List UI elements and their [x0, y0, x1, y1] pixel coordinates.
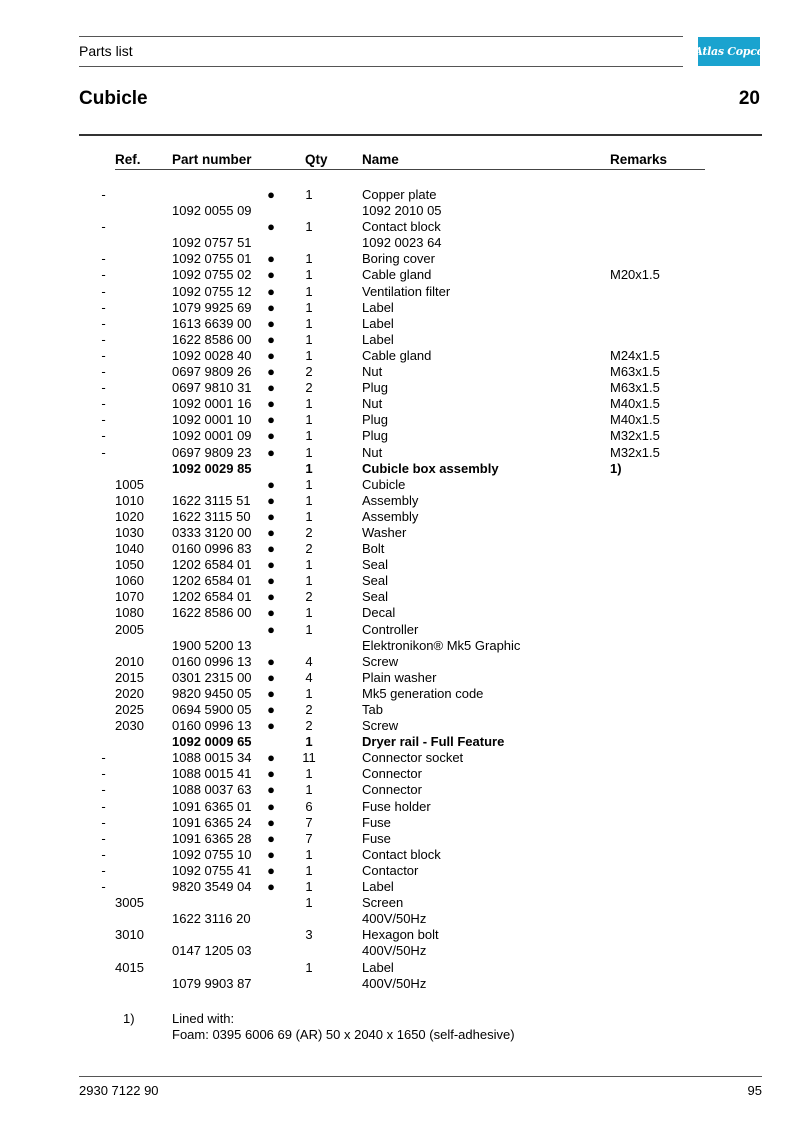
qty-cell: 1	[305, 219, 313, 235]
ref-cell: -	[101, 396, 106, 412]
part-number-cell: 1092 0755 10	[172, 846, 252, 862]
name-cell: Hexagon bolt	[362, 927, 439, 943]
name-cell: Contact block	[362, 846, 441, 862]
name-cell: Seal	[362, 589, 389, 605]
ref-cell: -	[101, 331, 106, 347]
qty-cell: 1	[305, 396, 313, 412]
name-cell: Nut	[362, 444, 383, 460]
qty-cell: 1	[305, 460, 313, 476]
ref-cell: -	[101, 862, 106, 878]
bullet-icon: ●	[267, 557, 275, 573]
table-row	[0, 412, 800, 428]
ref-cell: 2005	[115, 621, 144, 637]
name-cell: Label	[362, 879, 394, 895]
name-cell: Connector socket	[362, 750, 464, 766]
table-row	[0, 187, 800, 203]
bullet-icon: ●	[267, 750, 275, 766]
qty-cell: 11	[302, 750, 316, 766]
qty-cell: 1	[305, 782, 313, 798]
ref-cell: 1080	[115, 605, 144, 621]
qty-cell: 6	[305, 798, 313, 814]
section-number: 20	[738, 88, 760, 109]
table-row	[0, 541, 800, 557]
qty-cell: 2	[305, 702, 313, 717]
part-number-cell: 1092 0755 41	[172, 862, 252, 878]
name-cell: Cable gland	[362, 267, 432, 283]
qty-cell: 2	[305, 589, 313, 605]
name-cell: Copper plate	[362, 187, 437, 202]
part-number-cell: 0160 0996 13	[172, 653, 252, 669]
name-cell: Cubicle box assembly	[362, 460, 499, 476]
name-cell: Label	[362, 315, 394, 331]
ref-cell: 1070	[115, 589, 144, 605]
header-rule-bottom	[79, 66, 683, 67]
ref-cell: 1005	[115, 476, 144, 492]
table-row	[0, 976, 800, 992]
table-row	[0, 847, 800, 863]
bullet-icon: ●	[267, 444, 275, 460]
table-row	[0, 960, 800, 976]
ref-cell: -	[101, 299, 106, 315]
ref-cell: -	[101, 830, 106, 846]
table-row	[0, 879, 800, 895]
name-cell: Cable gland	[362, 347, 432, 363]
bullet-icon: ●	[267, 782, 275, 798]
ref-cell: -	[101, 380, 106, 396]
table-row	[0, 589, 800, 605]
qty-cell: 1	[305, 862, 313, 878]
table-row	[0, 428, 800, 444]
remarks-cell: M63x1.5	[610, 364, 660, 380]
part-number-cell: 0160 0996 13	[172, 718, 252, 734]
ref-cell: -	[101, 219, 106, 235]
name-cell: Decal	[362, 605, 396, 621]
table-row	[0, 461, 800, 477]
table-row	[0, 831, 800, 847]
ref-cell: 2020	[115, 685, 144, 701]
column-header-part-number: Part number	[172, 152, 252, 167]
footer-doc-number: 2930 7122 90	[79, 1083, 159, 1098]
table-row	[0, 477, 800, 493]
table-row	[0, 718, 800, 734]
page-title: Cubicle	[79, 88, 148, 109]
ref-cell: -	[101, 315, 106, 331]
part-number-cell: 0697 9809 26	[172, 364, 252, 380]
table-row	[0, 638, 800, 654]
qty-cell: 1	[305, 959, 313, 975]
part-number-cell: 1091 6365 24	[172, 814, 252, 830]
qty-cell: 2	[305, 380, 313, 396]
name-cell: 400V/50Hz	[362, 911, 427, 927]
bullet-icon: ●	[267, 315, 275, 331]
bullet-icon: ●	[267, 380, 275, 396]
table-row	[0, 251, 800, 267]
name-cell: Cubicle	[362, 476, 406, 492]
ref-cell: 1050	[115, 557, 144, 573]
parts-table	[0, 187, 800, 992]
name-cell: 400V/50Hz	[362, 975, 427, 991]
bullet-icon: ●	[267, 492, 275, 508]
name-cell: Connector	[362, 766, 422, 782]
name-cell: Assembly	[362, 508, 419, 524]
bullet-icon: ●	[267, 283, 275, 299]
ref-cell: 2030	[115, 718, 144, 734]
qty-cell: 1	[305, 251, 313, 267]
ref-cell: 1020	[115, 508, 144, 524]
part-number-cell: 1092 0001 16	[172, 396, 252, 412]
part-number-cell: 1088 0037 63	[172, 782, 252, 798]
part-number-cell: 1092 0757 51	[172, 235, 252, 251]
bullet-icon: ●	[267, 862, 275, 878]
table-row	[0, 943, 800, 959]
remarks-cell: M63x1.5	[610, 380, 660, 396]
table-row	[0, 493, 800, 509]
part-number-cell: 0147 1205 03	[172, 943, 252, 959]
table-row	[0, 686, 800, 702]
table-row	[0, 380, 800, 396]
qty-cell: 1	[305, 508, 313, 524]
qty-cell: 1	[305, 605, 313, 621]
bullet-icon: ●	[267, 331, 275, 347]
table-row	[0, 911, 800, 927]
bullet-icon: ●	[267, 541, 275, 557]
qty-cell: 1	[305, 428, 313, 444]
qty-cell: 7	[305, 830, 313, 846]
qty-cell: 2	[305, 524, 313, 540]
footer-page-number: 95	[747, 1083, 762, 1098]
bullet-icon: ●	[267, 299, 275, 315]
part-number-cell: 1202 6584 01	[172, 557, 252, 573]
name-cell: Boring cover	[362, 251, 435, 267]
qty-cell: 1	[305, 267, 313, 283]
name-cell: Label	[362, 331, 394, 347]
ref-cell: 3010	[115, 927, 144, 943]
name-cell: Plug	[362, 412, 389, 428]
table-row	[0, 300, 800, 316]
table-row	[0, 782, 800, 798]
table-row	[0, 863, 800, 879]
table-row	[0, 332, 800, 348]
part-number-cell: 0697 9809 23	[172, 444, 252, 460]
remarks-cell: M24x1.5	[610, 347, 660, 363]
ref-cell: -	[101, 766, 106, 782]
ref-cell: -	[101, 428, 106, 444]
bullet-icon: ●	[267, 669, 275, 685]
footnote-marker: 1)	[123, 1011, 135, 1026]
ref-cell: -	[101, 187, 106, 202]
bullet-icon: ●	[267, 685, 275, 701]
bullet-icon: ●	[267, 396, 275, 412]
table-row	[0, 799, 800, 815]
ref-cell: -	[101, 267, 106, 283]
header-rule-top	[79, 36, 683, 37]
qty-cell: 7	[305, 814, 313, 830]
part-number-cell: 0301 2315 00	[172, 669, 252, 685]
bullet-icon: ●	[267, 476, 275, 492]
table-row	[0, 815, 800, 831]
part-number-cell: 0694 5900 05	[172, 702, 252, 717]
ref-cell: 1030	[115, 524, 144, 540]
name-cell: Label	[362, 299, 394, 315]
qty-cell: 1	[305, 283, 313, 299]
part-number-cell: 1900 5200 13	[172, 637, 252, 653]
name-cell: Nut	[362, 364, 383, 380]
ref-cell: -	[101, 782, 106, 798]
table-row	[0, 927, 800, 943]
qty-cell: 1	[305, 331, 313, 347]
table-row	[0, 525, 800, 541]
table-row	[0, 573, 800, 589]
name-cell: Washer	[362, 524, 407, 540]
bullet-icon: ●	[267, 830, 275, 846]
name-cell: Plug	[362, 380, 389, 396]
bullet-icon: ●	[267, 251, 275, 267]
name-cell: Plug	[362, 428, 389, 444]
table-row	[0, 203, 800, 219]
bullet-icon: ●	[267, 412, 275, 428]
part-number-cell: 1092 0028 40	[172, 347, 252, 363]
table-row	[0, 605, 800, 621]
ref-cell: 2015	[115, 669, 144, 685]
qty-cell: 1	[305, 766, 313, 782]
table-row	[0, 267, 800, 283]
table-row	[0, 445, 800, 461]
part-number-cell: 0160 0996 83	[172, 541, 252, 557]
ref-cell: -	[101, 798, 106, 814]
part-number-cell: 1092 0029 85	[172, 460, 252, 476]
ref-cell: 2010	[115, 653, 144, 669]
part-number-cell: 1091 6365 28	[172, 830, 252, 846]
column-header-rule	[115, 169, 705, 170]
name-cell: Screw	[362, 653, 399, 669]
name-cell: Tab	[362, 702, 383, 717]
bullet-icon: ●	[267, 846, 275, 862]
table-row	[0, 316, 800, 332]
bullet-icon: ●	[267, 267, 275, 283]
part-number-cell: 1622 3116 20	[172, 911, 251, 927]
table-row	[0, 750, 800, 766]
remarks-cell: M20x1.5	[610, 267, 660, 283]
name-cell: Fuse	[362, 814, 391, 830]
ref-cell: 2025	[115, 702, 144, 717]
part-number-cell: 1613 6639 00	[172, 315, 252, 331]
qty-cell: 1	[305, 347, 313, 363]
name-cell: Ventilation filter	[362, 283, 451, 299]
name-cell: Label	[362, 959, 394, 975]
bullet-icon: ●	[267, 219, 275, 235]
name-cell: Controller	[362, 621, 419, 637]
name-cell: 1092 0023 64	[362, 235, 442, 251]
bullet-icon: ●	[267, 718, 275, 734]
name-cell: Screen	[362, 895, 404, 911]
part-number-cell: 0697 9810 31	[172, 380, 252, 396]
remarks-cell: M40x1.5	[610, 396, 660, 412]
qty-cell: 1	[305, 299, 313, 315]
bullet-icon: ●	[267, 524, 275, 540]
part-number-cell: 1092 0001 10	[172, 412, 252, 428]
bullet-icon: ●	[267, 347, 275, 363]
name-cell: Seal	[362, 557, 389, 573]
ref-cell: 1010	[115, 492, 144, 508]
qty-cell: 1	[305, 187, 313, 202]
name-cell: Dryer rail - Full Feature	[362, 734, 505, 750]
table-row	[0, 766, 800, 782]
table-row	[0, 654, 800, 670]
qty-cell: 1	[305, 895, 313, 911]
brand-logo-text: Atlas Copco	[694, 45, 764, 58]
remarks-cell: M32x1.5	[610, 444, 660, 460]
bullet-icon: ●	[267, 702, 275, 717]
ref-cell: 1060	[115, 573, 144, 589]
footer-rule	[79, 1076, 762, 1077]
ref-cell: 3005	[115, 895, 144, 911]
qty-cell: 1	[305, 879, 313, 895]
part-number-cell: 9820 3549 04	[172, 879, 252, 895]
brand-logo	[694, 37, 764, 66]
table-row	[0, 235, 800, 251]
remarks-cell: M40x1.5	[610, 412, 660, 428]
ref-cell: -	[101, 283, 106, 299]
header-label: Parts list	[79, 43, 133, 59]
qty-cell: 4	[305, 653, 313, 669]
qty-cell: 1	[305, 685, 313, 701]
part-number-cell: 1092 0755 12	[172, 283, 252, 299]
table-row	[0, 396, 800, 412]
qty-cell: 1	[305, 621, 313, 637]
part-number-cell: 1092 0755 01	[172, 251, 252, 267]
column-header-ref: Ref.	[115, 152, 141, 167]
part-number-cell: 1092 0055 09	[172, 203, 252, 219]
bullet-icon: ●	[267, 589, 275, 605]
footnote-line-2: Foam: 0395 6006 69 (AR) 50 x 2040 x 1650 (self-adhesive)	[172, 1027, 515, 1042]
part-number-cell: 9820 9450 05	[172, 685, 252, 701]
table-row	[0, 702, 800, 718]
name-cell: Fuse	[362, 830, 391, 846]
ref-cell: -	[101, 879, 106, 895]
bullet-icon: ●	[267, 187, 275, 202]
column-header-name: Name	[362, 152, 399, 167]
qty-cell: 1	[305, 573, 313, 589]
table-row	[0, 734, 800, 750]
part-number-cell: 1202 6584 01	[172, 573, 252, 589]
ref-cell: -	[101, 814, 106, 830]
qty-cell: 2	[305, 541, 313, 557]
part-number-cell: 1622 8586 00	[172, 331, 252, 347]
ref-cell: -	[101, 750, 106, 766]
column-header-qty: Qty	[305, 152, 328, 167]
table-row	[0, 509, 800, 525]
qty-cell: 4	[305, 669, 313, 685]
bullet-icon: ●	[267, 766, 275, 782]
table-row	[0, 557, 800, 573]
qty-cell: 1	[305, 492, 313, 508]
ref-cell: -	[101, 412, 106, 428]
table-row	[0, 284, 800, 300]
qty-cell: 1	[305, 734, 313, 750]
remarks-cell: 1)	[610, 460, 622, 476]
part-number-cell: 1622 3115 51	[172, 492, 251, 508]
name-cell: Screw	[362, 718, 399, 734]
name-cell: Assembly	[362, 492, 419, 508]
ref-cell: -	[101, 347, 106, 363]
ref-cell: -	[101, 251, 106, 267]
part-number-cell: 1622 3115 50	[172, 508, 251, 524]
column-header-remarks: Remarks	[610, 152, 668, 167]
name-cell: Elektronikon® Mk5 Graphic	[362, 637, 521, 653]
part-number-cell: 1091 6365 01	[172, 798, 252, 814]
bullet-icon: ●	[267, 605, 275, 621]
part-number-cell: 1092 0755 02	[172, 267, 252, 283]
bullet-icon: ●	[267, 653, 275, 669]
part-number-cell: 1088 0015 34	[172, 750, 252, 766]
qty-cell: 1	[305, 444, 313, 460]
name-cell: 400V/50Hz	[362, 943, 427, 959]
bullet-icon: ●	[267, 879, 275, 895]
bullet-icon: ●	[267, 798, 275, 814]
bullet-icon: ●	[267, 814, 275, 830]
qty-cell: 1	[305, 846, 313, 862]
ref-cell: 1040	[115, 541, 144, 557]
name-cell: Mk5 generation code	[362, 685, 484, 701]
footnote-line-1: Lined with:	[172, 1011, 235, 1026]
name-cell: Bolt	[362, 541, 385, 557]
ref-cell: -	[101, 444, 106, 460]
part-number-cell: 1079 9903 87	[172, 975, 252, 991]
qty-cell: 1	[305, 476, 313, 492]
qty-cell: 2	[305, 364, 313, 380]
name-cell: Fuse holder	[362, 798, 431, 814]
table-row	[0, 895, 800, 911]
name-cell: Contactor	[362, 862, 419, 878]
table-row	[0, 219, 800, 235]
qty-cell: 1	[305, 412, 313, 428]
part-number-cell: 1622 8586 00	[172, 605, 252, 621]
table-row	[0, 622, 800, 638]
qty-cell: 1	[305, 315, 313, 331]
name-cell: Plain washer	[362, 669, 437, 685]
part-number-cell: 1088 0015 41	[172, 766, 252, 782]
part-number-cell: 1092 0009 65	[172, 734, 252, 750]
qty-cell: 3	[305, 927, 313, 943]
part-number-cell: 1092 0001 09	[172, 428, 252, 444]
title-rule	[79, 134, 762, 136]
bullet-icon: ●	[267, 428, 275, 444]
name-cell: Nut	[362, 396, 383, 412]
qty-cell: 2	[305, 718, 313, 734]
part-number-cell: 1202 6584 01	[172, 589, 252, 605]
ref-cell: 4015	[115, 959, 144, 975]
qty-cell: 1	[305, 557, 313, 573]
table-row	[0, 348, 800, 364]
ref-cell: -	[101, 364, 106, 380]
part-number-cell: 0333 3120 00	[172, 524, 252, 540]
bullet-icon: ●	[267, 621, 275, 637]
ref-cell: -	[101, 846, 106, 862]
bullet-icon: ●	[267, 573, 275, 589]
remarks-cell: M32x1.5	[610, 428, 660, 444]
name-cell: Contact block	[362, 219, 441, 235]
bullet-icon: ●	[267, 364, 275, 380]
bullet-icon: ●	[267, 508, 275, 524]
table-row	[0, 670, 800, 686]
name-cell: Connector	[362, 782, 422, 798]
table-row	[0, 364, 800, 380]
name-cell: Seal	[362, 573, 389, 589]
part-number-cell: 1079 9925 69	[172, 299, 252, 315]
name-cell: 1092 2010 05	[362, 203, 442, 219]
